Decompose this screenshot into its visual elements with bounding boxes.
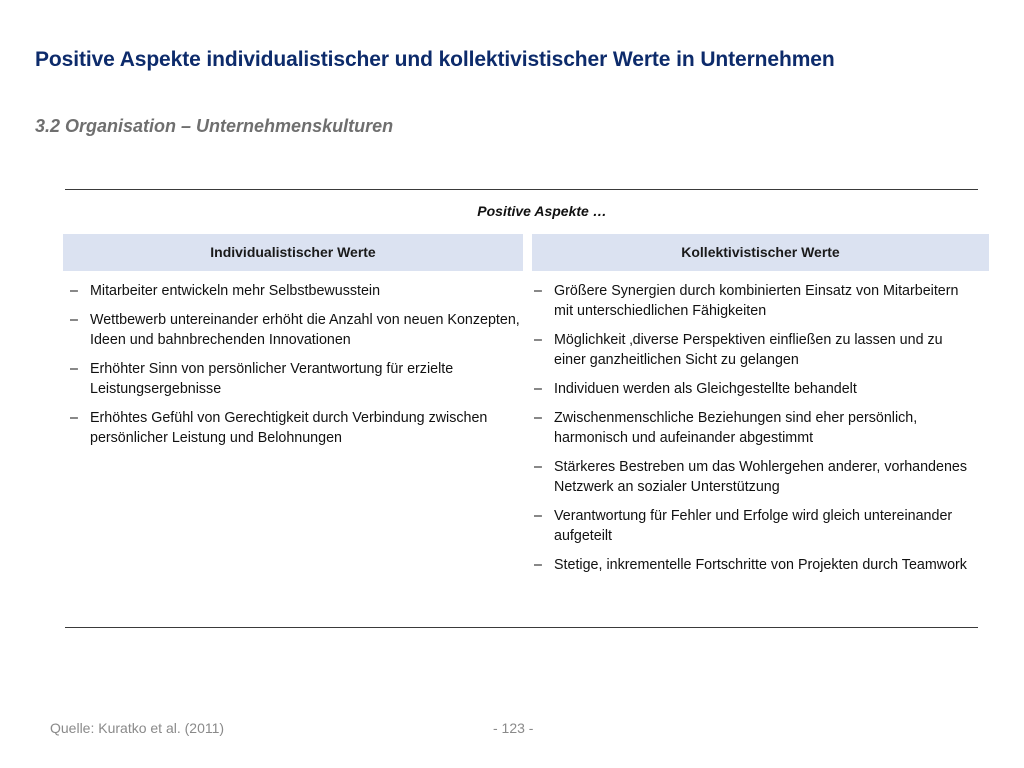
column-header-individualistic: Individualistischer Werte — [63, 234, 523, 271]
column-header-collectivistic: Kollektivistischer Werte — [532, 234, 989, 271]
page-number: - 123 - — [493, 720, 534, 736]
source-citation: Quelle: Kuratko et al. (2011) — [50, 720, 225, 736]
collectivistic-list — [534, 281, 974, 584]
list-item: – Erhöhtes Gefühl von Gerechtigkeit durch Verbindung zwischen persönlicher Leistung und Belohnungen — [70, 408, 520, 448]
table-top-rule — [65, 189, 978, 190]
slide-title: Positive Aspekte individualistischer und kollektivistischer Werte in Unternehmen — [35, 48, 835, 71]
list-item: – Individuen werden als Gleichgestellte behandelt — [534, 379, 974, 399]
list-item: – Stärkeres Bestreben um das Wohlergehen anderer, vorhandenes Netzwerk an sozialer Unterstützung — [534, 457, 974, 497]
list-item: – Mitarbeiter entwickeln mehr Selbstbewusstein — [70, 281, 520, 301]
slide-subtitle: 3.2 Organisation – Unternehmenskulturen — [35, 116, 394, 136]
table-caption: Positive Aspekte … — [477, 203, 607, 219]
list-item: – Stetige, inkrementelle Fortschritte von Projekten durch Teamwork — [534, 555, 974, 575]
list-item: – Verantwortung für Fehler und Erfolge wird gleich untereinander aufgeteilt — [534, 506, 974, 546]
list-item: – Erhöhter Sinn von persönlicher Verantwortung für erzielte Leistungsergebnisse — [70, 359, 520, 399]
table-bottom-rule — [65, 627, 978, 628]
list-item: – Zwischenmenschliche Beziehungen sind eher persönlich, harmonisch und aufeinander abgestimmt — [534, 408, 974, 448]
list-item: – Wettbewerb untereinander erhöht die Anzahl von neuen Konzepten, Ideen und bahnbrechenden Innovationen — [70, 310, 520, 350]
list-item: – Möglichkeit ‚diverse Perspektiven einfließen zu lassen und zu einer ganzheitlichen Sicht zu gelangen — [534, 330, 974, 370]
list-item: – Größere Synergien durch kombinierten Einsatz von Mitarbeitern mit unterschiedlichen Fähigkeiten — [534, 281, 974, 321]
individualistic-list — [70, 281, 520, 457]
